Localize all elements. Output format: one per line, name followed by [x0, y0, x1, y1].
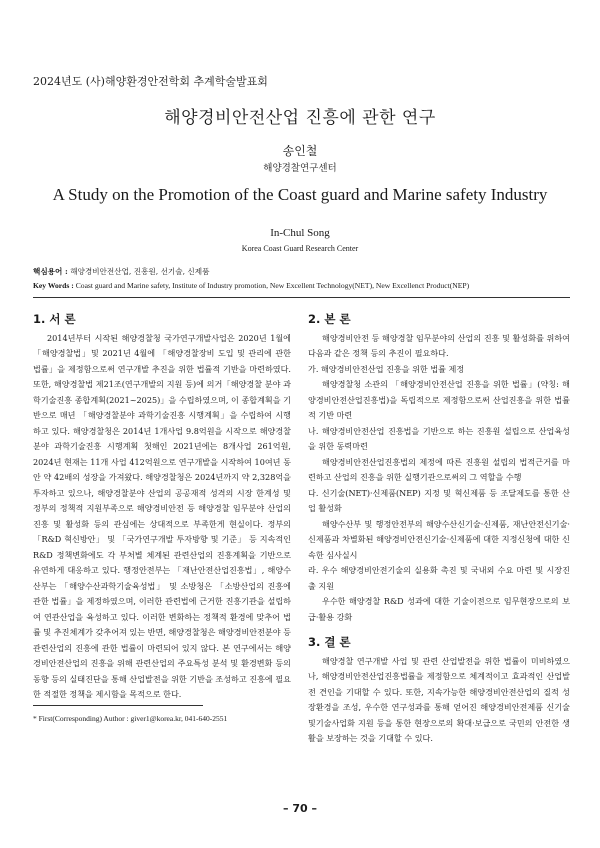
conclusion-heading: 3. 결 론 [308, 635, 351, 649]
author-name-english: In-Chul Song [270, 227, 330, 239]
author-affiliation-korean: 해양경찰연구센터 [263, 163, 337, 174]
keywords-english-text: Coast guard and Marine safety, Institute of Industry promotion, New Excellent Technology(NET), New Excellenct Product(NEP) [75, 281, 470, 290]
body-item-heading: 다. 신기술(NET)·신제품(NEP) 지정 및 혁신제품 등 조달제도를 통한 산업 활성화 [308, 487, 570, 513]
keywords-korean [33, 266, 573, 277]
conclusion-paragraph: 해양경찰 연구개발 사업 및 관련 산업발전을 위한 법률이 미비하였으나, 해양경비안전산업진흥법률을 제정함으로 체계적이고 효과적인 산업발전 견인을 기대할 수 있다. 또한, 지속가능한 해양경비안전산업의 질적 성장환경을 조성, 우수한 연구성과를 통해 얻어진 해양경비안전제품 신기술 및기술사업화 지원 등을 통한 현장으로의 확대·보급으로 국민의 안전한 생활을 보장하는 것을 기대할 수 있다. [308, 655, 570, 743]
body-paragraph: 해양수산부 및 행정안전부의 해양수산신기술·신제품, 재난안전신기술·신제품과 차별화된 해양경비안전신기술·신제품에 대한 지정신청에 대한 신속한 심사실시 [308, 518, 570, 560]
body-item-heading: 가. 해양경비안전산업 진흥을 위한 법률 제정 [308, 363, 465, 374]
paper-title-korean: 해양경비안전산업 진흥에 관한 연구 [164, 108, 436, 128]
footnote-author-contact: * First(Corresponding) Author : giver1@korea.kr, 041-640-2551 [33, 714, 228, 723]
keywords-divider [33, 297, 570, 298]
body-paragraph: 해양경비안전산업진흥법의 제정에 따른 진흥원 설립의 법적근거를 마련하고 산업의 진흥을 위한 실행기관으로써의 그 역할을 수행 [308, 456, 570, 482]
body-paragraph: 해양경비안전 등 해양경찰 임무분야의 산업의 진흥 및 활성화를 위하여 다음과 같은 정책 등의 추진이 필요하다. [308, 332, 570, 358]
footnote-divider [33, 705, 203, 706]
keywords-english [33, 281, 573, 290]
paper-title-english: A Study on the Promotion of the Coast guard and Marine safety Industry [52, 185, 548, 204]
author-name-korean: 송인철 [282, 144, 318, 158]
left-column [33, 312, 291, 703]
body-item-heading: 나. 해양경비안전산업 진흥법을 기반으로 하는 진흥원 설립으로 산업육성을 위한 동력마련 [308, 425, 570, 451]
page-number: – 70 – [283, 802, 317, 815]
body-paragraph: 해양경찰청 소관의 「해양경비안전산업 진흥을 위한 법률」(약칭: 해양경비안전산업진흥법)을 독립적으로 제정함으로써 산업진흥을 위한 법률적 기반 마련 [308, 379, 570, 420]
keywords-english-label: Key Words : [33, 281, 74, 290]
author-affiliation-english: Korea Coast Guard Research Center [241, 244, 359, 253]
body-item-heading: 라. 우수 해양경비안전기술의 실용화 촉진 및 국내외 수요 마련 및 시장진출 지원 [308, 565, 570, 591]
keywords-korean-text: 해양경비안전산업, 진흥원, 선기술, 신제품 [70, 267, 210, 276]
body-heading: 2. 본 론 [308, 312, 351, 326]
intro-paragraph: 2014년부터 시작된 해양경찰청 국가연구개발사업은 2020년 1월에「해양경찰법」및 2021년 4월에 「해양경찰장비 도입 및 관리에 관한 법률」을 제정함으로써 연구개발 추진을 위한 법률적 기반을 마련하였다. 또한, 해양경찰법 제21조(연구개발의 지원 등)에 의거「해양경찰 분야 과학기술진흥 종합계획(2021~2025)」을 수립하였으며, 이 종합계획을 기반으로 매년 「해양경찰분야 과학기술진흥 시행계획」을 수립하여 시행하고 있다. 해양경찰청은 2014년 1개사업 9.8억원을 시작으로 해양경찰분야 과학기술진흥 시행계획 첫해인 2021년에는 8개사업 261억원, 2024년 현재는 11개 사업 412억원으로 연구개발을 시작하여 10여년 동안 약 42배의 성장을 가져왔다. 해양경찰청은 2024년까지 약 2,328억을 투자하고 있으나, 해양경찰분야 산업의 공공재적 성격의 시장 한계성 및 정부의 정책적 지원부족으로 해양경비안전 등 해양경찰 임무분야 산업의 진흥 및 활성화 등의 관심에는 상대적으로 부족한게 현실이다. 정부의 「R&D 혁신방안」 및 「국가연구개발 투자방향 및 기준」 등 지속적인 R&D 정책변화에도 각 부처별 체계된 관련산업의 진흥계획을 기반으로 유연하게 대응하고 있다. 행정안전부는 「재난안전산업진흥법」, 해양수산부는 「해양수산과학기술육성법」 및 소방청은 「소방산업의 진흥에 관한 법률」을 제정하였으며, 이러한 관련법에 근거한 진흥기관을 설립하여 연관산업을 육성하고 있다. 이러한 변화하는 정책적 환경에 맞추어 법률 및 추진체계가 갖추어져 있는 반면, 해양경찰청은 해양경비안전분야 등 관련산업의 진흥에 관한 법률이 마련되어 있지 않다. 본 연구에서는 해양경비안전산업의 진흥을 위해 관련산업의 주요특성 분석 및 환경변화 등의 동향 등의 실태진단을 통해 산업발전을 위한 기반을 조성하고 진흥에 필요한 적절한 정책을 제시함을 목적으로 한다. [33, 332, 291, 699]
intro-heading: 1. 서 론 [33, 312, 76, 326]
conference-header: 2024년도 (사)해양환경안전학회 추계학술발표회 [33, 75, 268, 88]
right-column [308, 312, 570, 747]
keywords-korean-label: 핵심용어 : [33, 267, 68, 276]
body-paragraph: 우수한 해양경찰 R&D 성과에 대한 기술이전으로 임무현장으로의 보급·활용 강화 [308, 596, 570, 622]
